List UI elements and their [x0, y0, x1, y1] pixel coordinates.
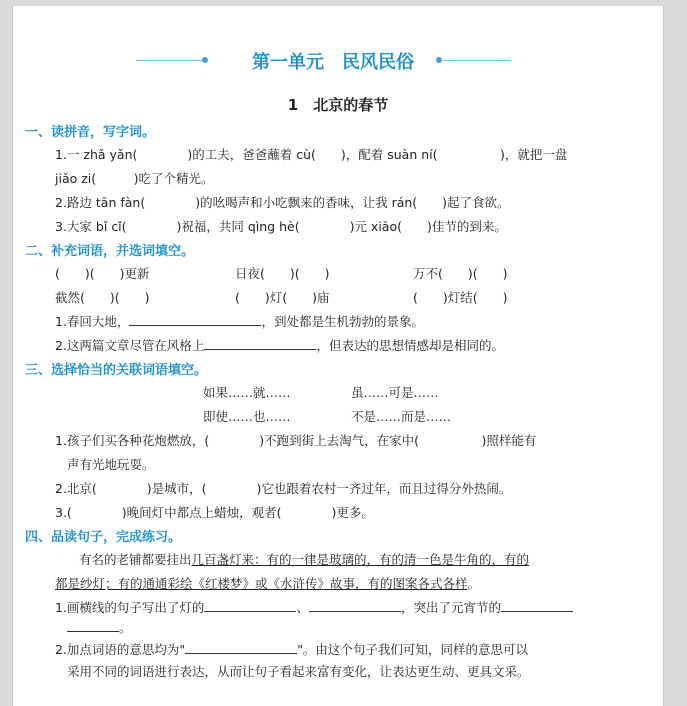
q1-line-2: 2.路边 tān fàn( )的吆喝声和小吃飘来的香味，让我 rán( )起了食欲。 [55, 195, 510, 210]
blank[interactable] [129, 312, 261, 326]
q3-line-1: 1.孩子们买各种花炮燃放，( )不跑到街上去淘气，在家中( )照样能有 [55, 433, 537, 448]
q4-question-2: 2.加点词语的意思均为" "。由这个句子我们可知，同样的意思可以 [55, 642, 528, 657]
idiom-2: 日夜( )( ) [235, 266, 330, 281]
q1-line-1: 1.一 zhǎ yǎn( )的工夫，爸爸蘸着 cù( )，配着 suàn ní( )，就把一盘 [55, 147, 568, 162]
conj-option-2: 虽……可是…… [351, 385, 439, 400]
conj-option-1: 如果……就…… [203, 385, 291, 400]
conj-option-3: 即使……也…… [203, 409, 291, 424]
header-rule-left [136, 60, 204, 61]
section-3-heading: 三、选择恰当的关联词语填空。 [25, 363, 208, 378]
underlined-sentence: 都是纱灯；有的通通彩绘《红楼梦》或《水浒传》故事，有的图案各式各样 [55, 576, 468, 591]
passage-line-2: 都是纱灯；有的通通彩绘《红楼梦》或《水浒传》故事，有的图案各式各样。 [55, 576, 481, 591]
q1-line-1b: jiǎo zi( )吃了个精光。 [55, 171, 214, 186]
conj-option-4: 不是……而是…… [351, 409, 452, 424]
lesson-title: 1 北京的春节 [287, 96, 389, 114]
idiom-6: ( )灯结( ) [413, 290, 508, 305]
idiom-5: ( )灯( )庙 [235, 290, 330, 305]
section-2-heading: 二、补充词语，并选词填空。 [25, 244, 195, 259]
underlined-sentence: 几百盏灯来：有的一律是玻璃的，有的清一色是牛角的，有的 [191, 552, 530, 567]
q4-question-1: 1.画横线的句子写出了灯的 、 ，突出了元宵节的 [55, 598, 573, 616]
worksheet-page [12, 6, 664, 706]
header-dot-right [436, 57, 442, 63]
q1-line-3: 3.大家 bǐ cǐ( )祝福，共同 qìng hè( )元 xiāo( )佳节的到来。 [55, 219, 507, 234]
idiom-3: 万不( )( ) [413, 266, 508, 281]
unit-title: 第一单元 民风民俗 [252, 52, 414, 73]
blank[interactable] [185, 640, 297, 654]
blank[interactable] [67, 618, 119, 632]
header-rule-right [443, 60, 511, 61]
q4-question-1-cont: 。 [67, 618, 132, 636]
unit-header [13, 48, 663, 72]
q3-line-2: 2.北京( )是城市，( )它也跟着农村一齐过年，而且过得分外热闹。 [55, 481, 512, 496]
q2-sentence-1: 1.春回大地， ，到处都是生机勃勃的景象。 [55, 314, 424, 329]
section-4-heading: 四、品读句子，完成练习。 [25, 530, 182, 545]
q4-question-2-cont: 采用不同的词语进行表达，从而让句子看起来富有变化，让表达更生动、更具文采。 [67, 664, 530, 679]
q3-line-3: 3.( )晚间灯中都点上蜡烛，观者( )更多。 [55, 505, 374, 520]
section-1-heading: 一、读拼音，写字词。 [25, 125, 156, 140]
passage-line-1: 有名的老铺都要挂出几百盏灯来：有的一律是玻璃的，有的清一色是牛角的，有的 [79, 552, 530, 567]
blank[interactable] [501, 598, 573, 612]
idiom-1: ( )( )更新 [55, 266, 150, 281]
q2-sentence-2: 2.这两篇文章尽管在风格上 ，但表达的思想情感却是相同的。 [55, 338, 504, 353]
idiom-4: 截然( )( ) [55, 290, 150, 305]
blank[interactable] [204, 336, 316, 350]
header-dot-left [202, 57, 208, 63]
blank[interactable] [204, 598, 296, 612]
blank[interactable] [309, 598, 401, 612]
q3-line-1b: 声有光地玩耍。 [67, 457, 155, 472]
